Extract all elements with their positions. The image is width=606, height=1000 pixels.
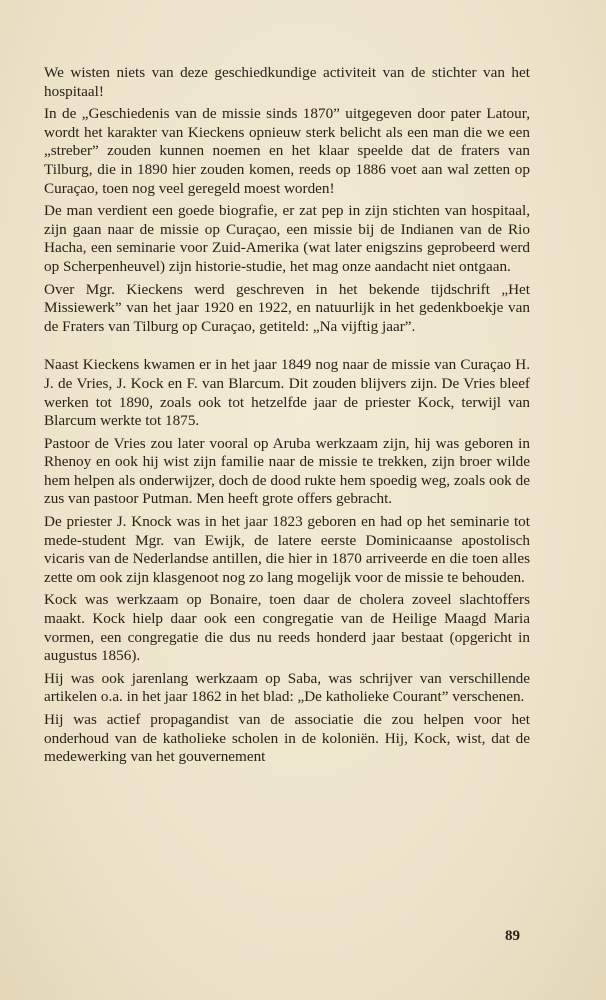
paragraph: De man verdient een goede biografie, er zat pep in zijn stichten van hospitaal, zijn gaan naar de missie op Curaçao, een missie bij de Indianen van de Rio Hacha, een seminarie voor Zuid-Amerika (wat later enigszins geprobeerd werd op Scherpenheuvel) zijn historie-studie, het mag onze aandacht niet ontgaan. — [44, 202, 530, 275]
paragraph: We wisten niets van deze geschiedkundige activiteit van de stichter van het hospitaal! — [44, 64, 530, 100]
paragraph: De priester J. Knock was in het jaar 1823 geboren en had op het seminarie tot mede-student Mgr. van Ewijk, de latere eerste Dominicaanse apostolisch vicaris van de Nederlandse antillen, die hier in 1870 arriveerde en die toen alles zette om ook zijn klasgenoot nog zo lang mogelijk voor de missie te behouden. — [44, 513, 530, 586]
paragraph: Over Mgr. Kieckens werd geschreven in het bekende tijdschrift „Het Missiewerk” van het jaar 1920 en 1922, en natuurlijk in het gedenkboekje van de Fraters van Tilburg op Curaçao, getiteld: „Na vijftig jaar”. — [44, 280, 530, 335]
paragraph: Hij was ook jarenlang werkzaam op Saba, was schrijver van verschillende artikelen o.a. in het jaar 1862 in het blad: „De katholieke Courant” verschenen. — [44, 669, 530, 706]
page-number: 89 — [505, 928, 520, 944]
paragraph: Hij was actief propagandist van de associatie die zou helpen voor het onderhoud van de katholieke scholen in de koloniën. Hij, Kock, wist, dat de medewerking van het gouvernement — [44, 711, 530, 766]
paragraph: Naast Kieckens kwamen er in het jaar 1849 nog naar de missie van Curaçao H. J. de Vries, J. Kock en F. van Blarcum. Dit zouden blijvers zijn. De Vries bleef werken tot 1890, zoals ook tot hetzelfde jaar de priester Kock, terwijl van Blarcum werkte tot 1875. — [44, 356, 530, 430]
paragraph: In de „Geschiedenis van de missie sinds 1870” uitgegeven door pater Latour, wordt het karakter van Kieckens opnieuw sterk belicht als een man die we een „streber” zouden kunnen noemen en het klaar speelde dat de fraters van Tilburg, die in 1890 hier zouden komen, reeds op 1886 voet aan wal zetten op Curaçao, toen nog veel geregeld moest worden! — [44, 105, 530, 197]
body-text — [44, 64, 530, 771]
paragraph: Kock was werkzaam op Bonaire, toen daar de cholera zoveel slachtoffers maakt. Kock hielp daar ook een congregatie van de Heilige Maagd Maria vormen, een congregatie die dus nu reeds honderd jaar bestaat (opgericht in augustus 1856). — [44, 591, 530, 665]
paragraph: Pastoor de Vries zou later vooral op Aruba werkzaam zijn, hij was geboren in Rhenoy en ook hij wist zijn familie naar de missie te trekken, zijn broer wilde hem helpen als onderwijzer, doch de dood rukte hem spoedig weg, zoals ook de zus van pastoor Putman. Men heeft grote offers gebracht. — [44, 434, 530, 508]
